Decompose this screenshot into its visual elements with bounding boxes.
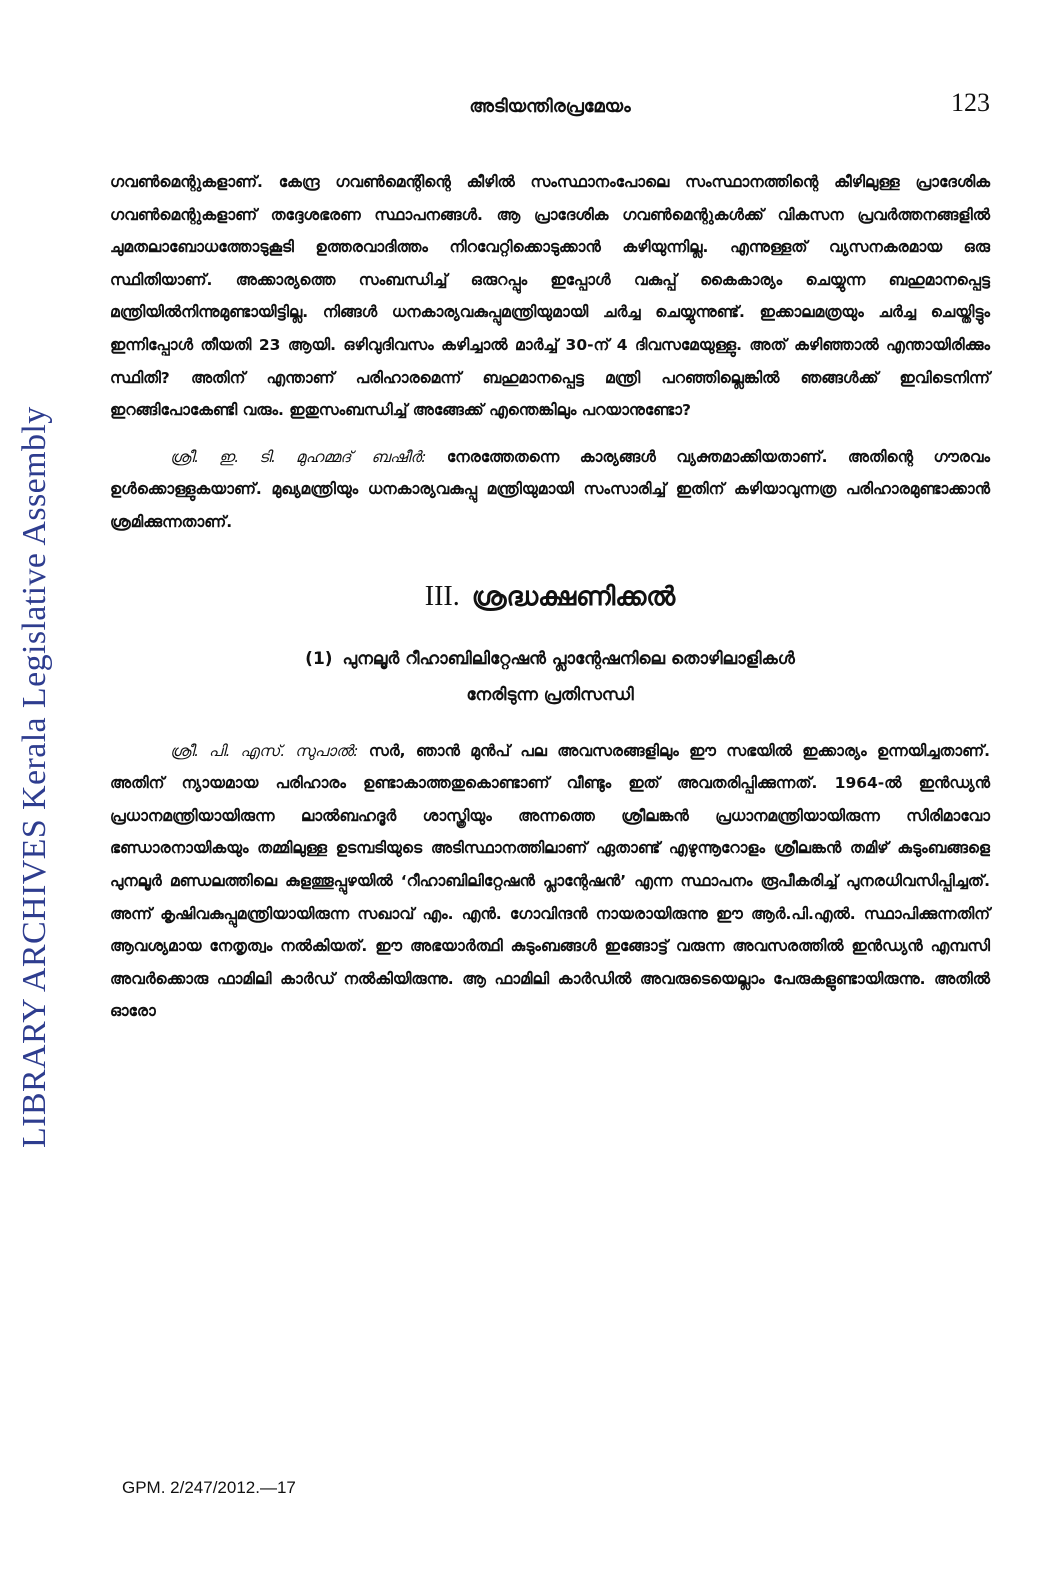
paragraph-minister-reply <box>110 441 990 539</box>
subsection-line-1: (1) പുനലൂർ റീഹാബിലിറ്റേഷൻ പ്ലാന്റേഷനിലെ തൊഴിലാളികൾ <box>305 648 795 669</box>
section-numeral: III. <box>424 580 460 612</box>
subsection-heading <box>110 641 990 713</box>
print-code-footer: GPM. 2/247/2012.—17 <box>122 1478 296 1497</box>
speaker-name: ശ്രീ. ഇ. ടി. മുഹമ്മദ് ബഷീർ: <box>170 447 427 466</box>
subsection-number: (1) <box>305 648 333 669</box>
page-header <box>110 88 990 128</box>
speaker-name: ശ്രീ. പി. എസ്. സുപാൽ: <box>170 741 359 760</box>
section-heading <box>110 581 990 613</box>
paragraph-continuation: ഗവൺമെന്റുകളാണ്. കേന്ദ്ര ഗവൺമെന്റിന്റെ കീഴിൽ സംസ്ഥാനംപോലെ സംസ്ഥാനത്തിന്റെ കീഴിലുള്ള പ്രാദേശിക ഗവൺമെന്റുകളാണ് തദ്ദേശഭരണ സ്ഥാപനങ്ങൾ. ആ പ്രാദേശിക ഗവൺമെന്റുകൾക്ക് വികസന പ്രവർത്തനങ്ങളിൽ ചുമതലാബോധത്തോടുകൂടി ഉത്തരവാദിത്തം നിറവേറ്റിക്കൊടുക്കാൻ കഴിയുന്നില്ല. എന്നുള്ളത് വ്യസനകരമായ ഒരു സ്ഥിതിയാണ്. അക്കാര്യത്തെ സംബന്ധിച്ച് ഒരുറപ്പും ഇപ്പോൾ വകുപ്പ് കൈകാര്യം ചെയ്യുന്ന ബഹുമാനപ്പെട്ട മന്ത്രിയിൽനിന്നുമുണ്ടായിട്ടില്ല. നിങ്ങൾ ധനകാര്യവകുപ്പുമന്ത്രിയുമായി ചർച്ച ചെയ്യുന്നുണ്ട്. ഇക്കാലമത്രയും ചർച്ച ചെയ്തിട്ടും ഇന്നിപ്പോൾ തീയതി 23 ആയി. ഒഴിവുദിവസം കഴിച്ചാൽ മാർച്ച് 30-ന് 4 ദിവസമേയുള്ളു. അത് കഴിഞ്ഞാൽ എന്തായിരിക്കും സ്ഥിതി? അതിന് എന്താണ് പരിഹാരമെന്ന് ബഹുമാനപ്പെട്ട മന്ത്രി പറഞ്ഞില്ലെങ്കിൽ ഞങ്ങൾക്ക് ഇവിടെനിന്ന് ഇറങ്ങിപോകേണ്ടി വരും. ഇതുസംബന്ധിച്ച് അങ്ങേക്ക് എന്തെങ്കിലും പറയാനുണ്ടോ? <box>110 173 990 420</box>
page-number: 123 <box>951 88 990 117</box>
section-title: ശ്രദ്ധക്ഷണിക്കൽ <box>471 581 676 612</box>
speech-text: സർ, ഞാൻ മുൻപ് പല അവസരങ്ങളിലും ഈ സഭയിൽ ഇക്കാര്യം ഉന്നയിച്ചതാണ്. അതിന് ന്യായമായ പരിഹാരം ഉണ്ടാകാത്തതുകൊണ്ടാണ് വീണ്ടും ഇത് അവതരിപ്പിക്കുന്നത്. 1964-ൽ ഇൻഡ്യൻ പ്രധാനമന്ത്രിയായിരുന്ന ലാൽബഹദൂർ ശാസ്ത്രിയും അന്നത്തെ ശ്രീലങ്കൻ പ്രധാനമന്ത്രിയായിരുന്ന സിരിമാവോ ഭണ്ഡാരനായികയും തമ്മിലുള്ള ഉടമ്പടിയുടെ അടിസ്ഥാനത്തിലാണ് ഏതാണ്ട് എഴുന്നൂറോളം ശ്രീലങ്കൻ തമിഴ് കുടുംബങ്ങളെ പുനലൂർ മണ്ഡലത്തിലെ കുളത്തൂപ്പുഴയിൽ ‘റീഹാബിലിറ്റേഷൻ പ്ലാന്റേഷൻ’ എന്ന സ്ഥാപനം രൂപീകരിച്ച് പുനരധിവസിപ്പിച്ചത്. അന്ന് കൃഷിവകുപ്പുമന്ത്രിയായിരുന്ന സഖാവ് എം. എൻ. ഗോവിന്ദൻ നായരായിരുന്നു ഈ ആർ.പി.എൽ. സ്ഥാപിക്കുന്നതിന് ആവശ്യമായ നേതൃത്വം നൽകിയത്. ഈ അഭയാർത്ഥി കുടുംബങ്ങൾ ഇങ്ങോട്ട് വരുന്ന അവസരത്തിൽ ഇൻഡ്യൻ എമ്പസി അവർക്കൊരു ഫാമിലി കാർഡ് നൽകിയിരുന്നു. ആ ഫാമിലി കാർഡിൽ അവരുടെയെല്ലാം പേരുകളുണ്ടായിരുന്നു. അതിൽ ഓരോ <box>110 741 990 1021</box>
running-title: അടിയന്തിരപ്രമേയം <box>469 96 631 117</box>
paragraph-member-speech <box>110 735 990 1028</box>
page-content <box>110 166 990 1028</box>
subsection-line-2: നേരിടുന്ന പ്രതിസന്ധി <box>466 684 634 705</box>
archive-watermark: LIBRARY ARCHIVES Kerala Legislative Assembly <box>16 406 53 1148</box>
speech-text: നേരത്തേതന്നെ കാര്യങ്ങൾ വ്യക്തമാക്കിയതാണ്. അതിന്റെ ഗൗരവം ഉൾക്കൊള്ളുകയാണ്. മുഖ്യമന്ത്രിയും ധനകാര്യവകുപ്പു മന്ത്രിയുമായി സംസാരിച്ച് ഇതിന് കഴിയാവുന്നത്ര പരിഹാരമുണ്ടാക്കാൻ ശ്രമിക്കുന്നതാണ്. <box>110 447 990 531</box>
